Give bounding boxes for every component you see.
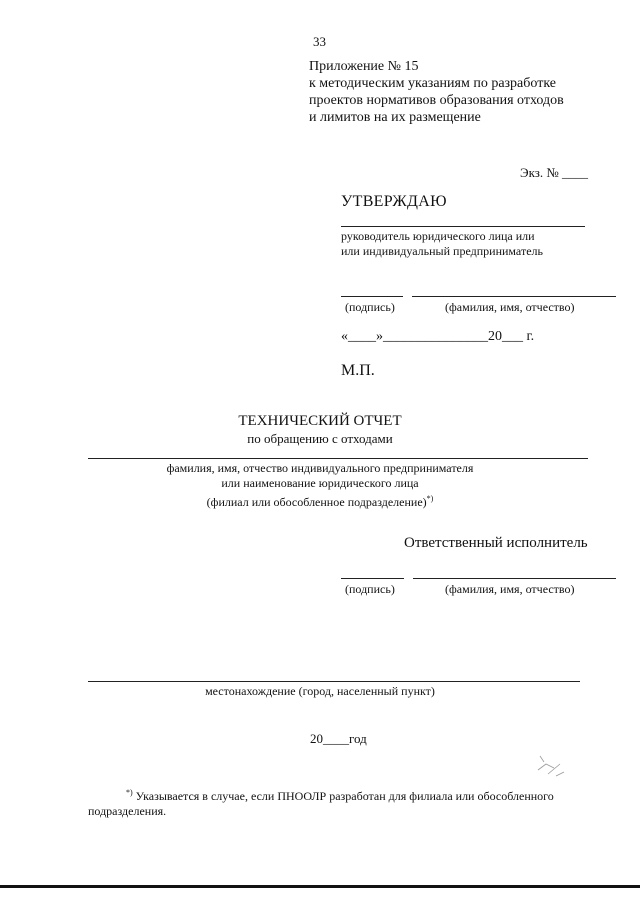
report-title: ТЕХНИЧЕСКИЙ ОТЧЕТ [238, 413, 402, 429]
copy-number-label: Экз. № ____ [520, 165, 589, 180]
pen-mark [534, 752, 570, 784]
approve-title: УТВЕРЖДАЮ [341, 193, 447, 210]
approver-name-line [412, 296, 616, 297]
executor-name-line [413, 578, 616, 579]
year-line: 20____год [310, 731, 367, 746]
approver-caption-line: или индивидуальный предприниматель [341, 244, 543, 258]
approver-signature-label: (подпись) [345, 300, 395, 314]
entity-caption-line: или наименование юридического лица [221, 476, 419, 490]
executor-signature-line [341, 578, 404, 579]
footnote-line-2: подразделения. [88, 804, 167, 818]
approver-position-caption [341, 229, 543, 259]
bottom-border-rule [0, 885, 640, 888]
page-number: 33 [313, 34, 326, 49]
approver-caption-line: руководитель юридического лица или [341, 229, 535, 243]
appendix-line: проектов нормативов образования отходов [309, 93, 564, 108]
appendix-title: Приложение № 15 [309, 59, 419, 74]
report-subtitle: по обращению с отходами [247, 431, 393, 446]
approver-name-label: (фамилия, имя, отчество) [445, 300, 575, 314]
approval-date-line: «____»_______________20___ г. [341, 329, 535, 344]
executor-signature-label: (подпись) [345, 582, 395, 596]
location-label: местонахождение (город, населенный пункт) [205, 684, 435, 698]
appendix-line: к методическим указаниям по разработке [309, 76, 556, 91]
entity-name-line [88, 458, 588, 459]
appendix-line: и лимитов на их размещение [309, 110, 481, 125]
approver-position-line [341, 226, 585, 227]
footnote-line-1: *) Указывается в случае, если ПНООЛР разработан для филиала или обособленного [126, 788, 554, 803]
footnote-mark: *) [126, 788, 133, 797]
footnote-mark: *) [426, 494, 434, 503]
entity-caption [0, 461, 640, 510]
appendix-header [309, 58, 564, 126]
stamp-label: М.П. [341, 362, 375, 379]
entity-caption-line: (филиал или обособленное подразделение)*) [206, 494, 434, 509]
executor-title: Ответственный исполнитель [404, 535, 588, 551]
location-line [88, 681, 580, 682]
entity-caption-line: фамилия, имя, отчество индивидуального предпринимателя [166, 461, 474, 475]
approver-signature-line [341, 296, 403, 297]
executor-name-label: (фамилия, имя, отчество) [445, 582, 575, 596]
